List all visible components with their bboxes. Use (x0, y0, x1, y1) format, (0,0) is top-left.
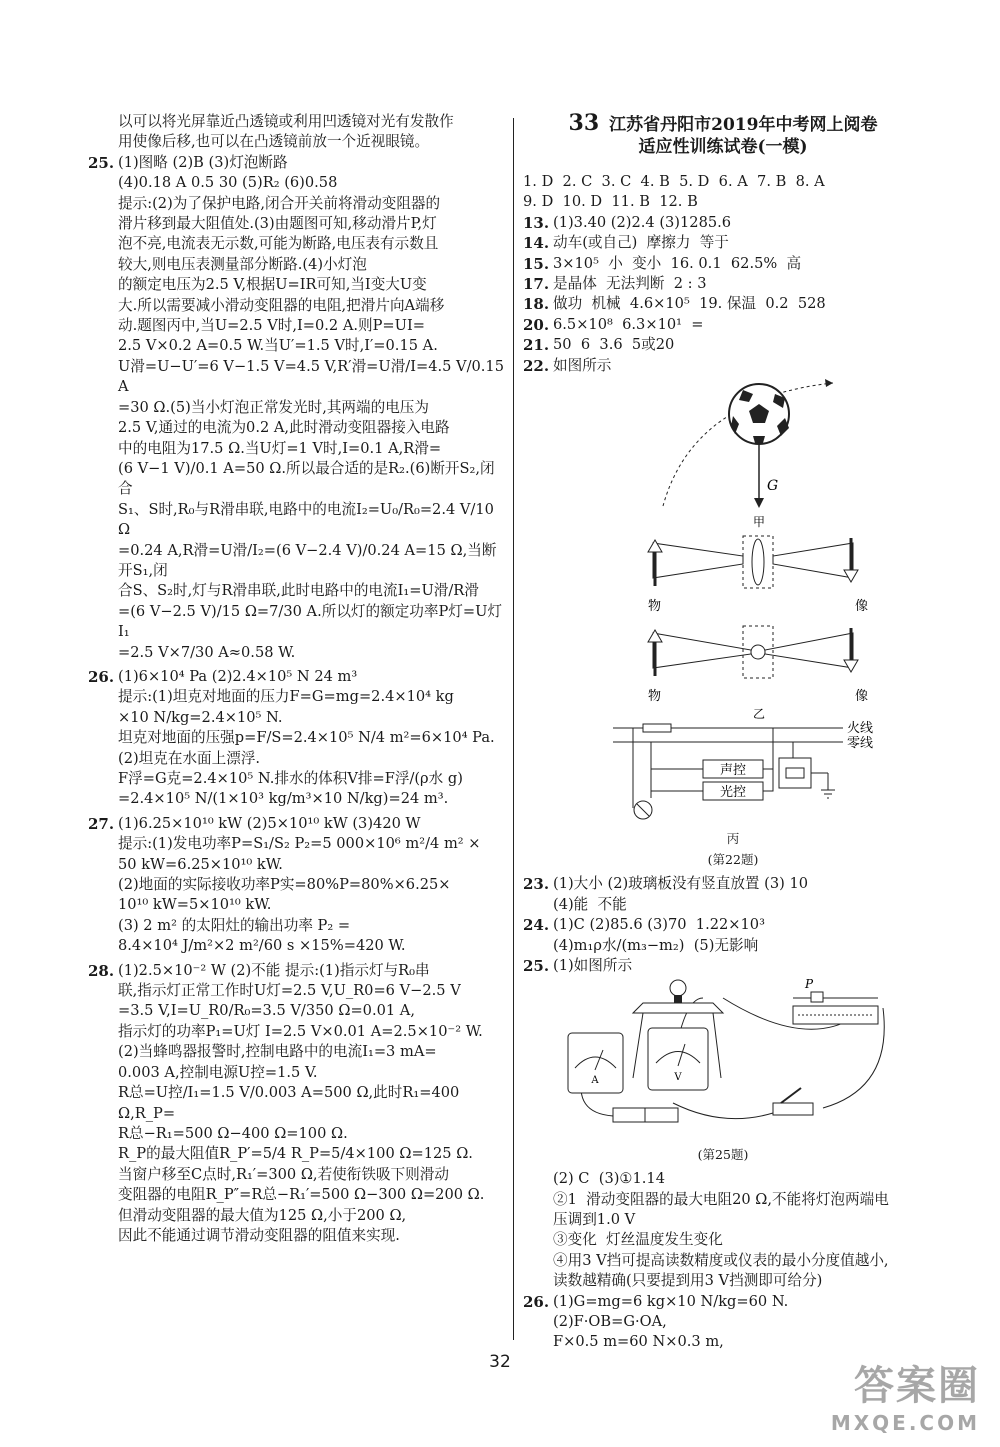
text-line: F×0.5 m=60 N×0.3 m, (553, 1333, 724, 1351)
text-line: 因此不能通过调节滑动变阻器的阻值来实现. (118, 1226, 400, 1244)
text-line: 当窗户移至C点时,R₁′=300 Ω,若使衔铁吸下则滑动 (118, 1165, 449, 1183)
question-25-continued (523, 1169, 923, 1291)
text-line: 0.003 A,控制电源U控=1.5 V. (118, 1063, 318, 1081)
light-cone-left (653, 543, 743, 578)
question-number: 25. (88, 153, 115, 172)
voltmeter-icon (648, 1028, 708, 1090)
question-number: 18. (523, 295, 550, 314)
wire (673, 1103, 773, 1119)
answer-row (523, 315, 923, 335)
label-neutral-wire: 零线 (847, 736, 874, 752)
question-number: 15. (523, 254, 550, 273)
light-cone-left-yi (653, 633, 751, 668)
answer-text: 1. D 2. C 3. C 4. B 5. D 6. A 7. B 8. A (523, 173, 825, 190)
question-number: 13. (523, 213, 550, 232)
question-25-right (523, 956, 923, 976)
text-line: 读数越精确(只要提到用3 V挡测即可给分) (553, 1272, 823, 1290)
slider-label: P (805, 978, 814, 992)
answer-text: 是晶体 无法判断 2 : 3 (553, 275, 707, 293)
question-number: 14. (523, 234, 550, 253)
label-object: 物 (648, 689, 662, 705)
question-number: 26. (523, 1292, 550, 1311)
question-body (553, 956, 923, 976)
ammeter-icon (568, 1033, 623, 1093)
text-line: =0.24 A,R滑=U滑/I₂=(6 V−2.4 V)/0.24 A=15 Ω,当断开S₁,闭 (118, 541, 497, 579)
text-line: (1)C (2)85.6 (3)70 1.22×10³ (553, 916, 765, 934)
gravity-arrowhead (754, 498, 764, 508)
text-line: 提示:(2)为了保护电路,闭合开关前将滑动变阻器的 (118, 194, 441, 212)
text-line: 大.所以需要减小滑动变阻器的电阻,把滑片向A端移 (118, 296, 445, 314)
object-arrow-up-icon (648, 630, 662, 676)
left-column (88, 112, 509, 1246)
question-26 (88, 667, 506, 810)
top-continuation (88, 112, 506, 153)
convex-lens (752, 539, 764, 585)
text-line: (4)m₁ρ水/(m₃−m₂) (5)无影响 (553, 936, 759, 954)
text-line: 的额定电压为2.5 V,根据U=IR可知,当I变大U变 (118, 276, 427, 294)
text-line: R总−R₁=500 Ω−400 Ω=100 Ω. (118, 1124, 348, 1142)
light-cone-right (773, 543, 853, 578)
question-number: 25. (523, 956, 550, 975)
figure-25-svg (553, 978, 893, 1138)
label-image: 像 (855, 599, 869, 615)
question-body (118, 961, 506, 1247)
text-line: 指示灯的功率P₁=U灯 I=2.5 V×0.01 A=2.5×10⁻² W. (118, 1022, 483, 1040)
text-line: =2.5 V×7/30 A≈0.58 W. (118, 643, 296, 661)
trajectory-arrowhead (825, 379, 833, 387)
text-line: 但滑动变阻器的最大值为125 Ω,小于200 Ω, (118, 1206, 407, 1224)
text-line: =2.4×10⁵ N/(1×10³ kg/m³×10 N/kg)=24 m³. (118, 790, 449, 808)
light-bulb-icon (670, 980, 686, 1003)
question-body (553, 874, 923, 915)
text-line: 以可以将光屏靠近凸透镜或利用凹透镜对光有发散作 (118, 113, 454, 130)
rheostat-icon (793, 992, 878, 1024)
text-line: (1)如图所示 (553, 956, 633, 974)
label-image: 像 (855, 689, 869, 705)
text-line: 压调到1.0 V (553, 1210, 636, 1228)
ammeter-label: A (591, 1075, 599, 1087)
text-line: =3.5 V,I=U_R0/R₀=3.5 V/350 Ω=0.01 A, (118, 1002, 415, 1020)
answer-row (523, 172, 923, 192)
page-number: 32 (489, 1352, 511, 1372)
text-line: (1)图略 (2)B (3)灯泡断路 (118, 153, 288, 171)
answer-list (523, 172, 923, 376)
answer-row (523, 233, 923, 253)
text-line: 坦克对地面的压强p=F/S=2.4×10⁵ N/4 m²=6×10⁴ Pa. (118, 729, 495, 747)
question-number: 24. (523, 916, 550, 935)
text-line: (2)F·OB=G·OA, (553, 1312, 667, 1330)
text-line: 2.5 V,通过的电流为0.2 A,此时滑动变阻器接入电路 (118, 419, 450, 437)
section-title (523, 112, 923, 158)
answer-text: 9. D 10. D 11. B 12. B (523, 193, 698, 211)
question-number: 20. (523, 315, 550, 334)
column-divider (513, 118, 514, 1340)
text-line: ②1 滑动变阻器的最大电阻20 Ω,不能将灯泡两端电 (553, 1190, 889, 1208)
text-line: 滑片移到最大阻值处.(3)由题图可知,移动滑片P,灯 (118, 215, 437, 233)
figure-25-caption: (第25题) (697, 1146, 749, 1162)
text-line: (4)0.18 A 0.5 30 (5)R₂ (6)0.58 (118, 174, 338, 192)
text-line: ×10 N/kg=2.4×10⁵ N. (118, 708, 283, 726)
text-line: (1)6×10⁴ Pa (2)2.4×10⁵ N 24 m³ (118, 667, 358, 685)
gravity-label: G (767, 478, 779, 495)
answer-row (523, 274, 923, 294)
label-object: 物 (648, 599, 662, 615)
question-number: 23. (523, 875, 550, 894)
question-26-right (523, 1292, 923, 1353)
answer-text: 做功 机械 4.6×10⁵ 19. 保温 0.2 528 (553, 295, 826, 313)
text-line: 变阻器的电阻R_P″=R总−R₁′=500 Ω−300 Ω=200 Ω. (118, 1186, 485, 1204)
light-cone-right-yi (765, 633, 853, 668)
label-sound-switch: 声控 (719, 763, 747, 779)
right-column (523, 112, 923, 1353)
watermark-line1: 答案圈 (854, 1363, 980, 1409)
text-line: (1)2.5×10⁻² W (2)不能 提示:(1)指示灯与R₀串 (118, 961, 430, 979)
answer-row (523, 213, 923, 233)
figure-22-caption: (第22题) (707, 851, 759, 867)
text-line: (1)6.25×10¹⁰ kW (2)5×10¹⁰ kW (3)420 W (118, 814, 421, 832)
soccer-ball-icon (729, 384, 789, 444)
object-arrow-up-icon (648, 540, 662, 586)
question-27 (88, 814, 506, 957)
text-line: 中的电阻为17.5 Ω.当U灯=1 V时,I=0.1 A,R滑= (118, 439, 442, 457)
text-line: (6 V−1 V)/0.1 A=50 Ω.所以最合适的是R₂.(6)断开S₂,闭合 (118, 459, 495, 498)
text-line: ③变化 灯丝温度发生变化 (553, 1231, 723, 1249)
answer-text: (1)3.40 (2)2.4 (3)1285.6 (553, 213, 732, 231)
text-line: R总=U控/I₁=1.5 V/0.003 A=500 Ω,此时R₁=400 Ω,R_P= (118, 1084, 464, 1122)
text-line: 8.4×10⁴ J/m²×2 m²/60 s ×15%=420 W. (118, 937, 406, 955)
text-line: =30 Ω.(5)当小灯泡正常发光时,其两端的电压为 (118, 398, 429, 416)
text-line: 2.5 V×0.2 A=0.5 W.当U′=1.5 V时,I′=0.15 A. (118, 337, 438, 355)
watermark-line2: MXQE.COM (830, 1411, 980, 1435)
text-line: =(6 V−2.5 V)/15 Ω=7/30 A.所以灯的额定功率P灯=U灯I₁ (118, 602, 503, 641)
question-body (553, 1292, 923, 1353)
answer-row (523, 294, 923, 314)
text-line: 提示:(1)发电功率P=S₁/S₂ P₂=5 000×10⁶ m²/4 m² × (118, 835, 481, 853)
question-body (118, 667, 506, 810)
text-line: 合S、S₂时,灯与R滑串联,此时电路中的电流I₁=U滑/R滑 (118, 582, 479, 600)
figure-25 (553, 978, 923, 1165)
section-title-line2: 适应性训练试卷(一模) (638, 137, 808, 157)
question-number: 28. (88, 961, 115, 980)
lamp-board (633, 1003, 723, 1013)
question-25 (88, 153, 509, 663)
text-line: R_P的最大阻值R_P′=5/4 R_P=5/4×100 Ω=125 Ω. (118, 1145, 473, 1163)
answer-text: 6.5×10⁸ 6.3×10¹ = (553, 315, 704, 333)
label-yi: 乙 (752, 707, 766, 722)
answer-row (523, 254, 923, 274)
text-line: (1)大小 (2)玻璃板没有竖直放置 (3) 10 (553, 875, 809, 893)
text-line: (2) C (3)①1.14 (553, 1170, 666, 1188)
question-number: 21. (523, 336, 550, 355)
text-line: (2)坦克在水面上漂浮. (118, 749, 261, 767)
question-body (118, 153, 509, 663)
text-line: (2)地面的实际接收功率P实=80%P=80%×6.25× (118, 876, 451, 894)
answer-row (523, 356, 923, 376)
lens-circle (751, 645, 765, 659)
text-line: 提示:(1)坦克对地面的压力F=G=mg=2.4×10⁴ kg (118, 688, 454, 706)
label-bing: 丙 (726, 831, 740, 847)
question-23 (523, 874, 923, 915)
answer-row (523, 192, 923, 212)
answer-text: 如图所示 (553, 356, 612, 374)
switch-icon (773, 1088, 813, 1115)
text-line: F浮=G克=2.4×10⁵ N.排水的体积V排=F浮/(ρ水 g) (118, 770, 463, 787)
text-line: 联,指示灯正常工作时U灯=2.5 V,U_R0=6 V−2.5 V (118, 982, 461, 1000)
question-number: 17. (523, 275, 550, 294)
text-line: (3) 2 m² 的太阳灶的输出功率 P₂ = (118, 916, 351, 934)
question-number: 26. (88, 667, 115, 686)
question-number: 27. (88, 814, 115, 833)
text-line: U滑=U−U′=6 V−1.5 V=4.5 V,R′滑=U滑/I=4.5 V/0.15 A (118, 357, 509, 396)
figure-22 (553, 378, 923, 870)
question-28 (88, 961, 506, 1247)
section-number: 33 (568, 110, 600, 136)
voltmeter-label: V (674, 1072, 682, 1084)
ground-icon (821, 790, 835, 798)
light-bulb-icon (634, 801, 652, 819)
question-number: 22. (523, 356, 550, 375)
section-title-line1: 江苏省丹阳市2019年中考网上阅卷 (609, 115, 878, 135)
text-line: 10¹⁰ kW=5×10¹⁰ kW. (118, 896, 272, 914)
text-line: 较大,则电压表测量部分断路.(4)小灯泡 (118, 255, 367, 273)
socket-icon (786, 768, 804, 778)
figure-22-svg (553, 378, 913, 823)
text-line: ④用3 V挡可提高读数精度或仪表的最小分度值越小, (553, 1251, 889, 1269)
text-line: 动.题图丙中,当U=2.5 V时,I=0.2 A.则P=UI= (118, 317, 425, 335)
text-line: (4)能 不能 (553, 895, 627, 913)
label-live-wire: 火线 (847, 721, 874, 737)
text-line: (1)G=mg=6 kg×10 N/kg=60 N. (553, 1292, 789, 1310)
text-line: 用使像后移,也可以在凸透镜前放一个近视眼镜。 (118, 133, 430, 151)
question-body (553, 915, 923, 956)
label-jia: 甲 (752, 515, 766, 530)
answer-row (523, 335, 923, 355)
text-line: 泡不亮,电流表无示数,可能为断路,电压表有示数且 (118, 235, 439, 253)
answer-text: 动车(或自己) 摩擦力 等于 (553, 234, 729, 252)
question-24 (523, 915, 923, 956)
label-light-switch: 光控 (719, 785, 747, 801)
answer-text: 3×10⁵ 小 变小 16. 0.1 62.5% 高 (553, 254, 802, 272)
answer-text: 50 6 3.6 5或20 (553, 336, 675, 354)
text-line: 50 kW=6.25×10¹⁰ kW. (118, 855, 283, 873)
question-body (118, 814, 506, 957)
watermark-logo (831, 1354, 980, 1435)
fuse (643, 724, 671, 732)
text-line: (2)当蜂鸣器报警时,控制电路中的电流I₁=3 mA= (118, 1043, 437, 1061)
text-line: S₁、S时,R₀与R滑串联,电路中的电流I₂=U₀/R₀=2.4 V/10 Ω (118, 500, 499, 539)
